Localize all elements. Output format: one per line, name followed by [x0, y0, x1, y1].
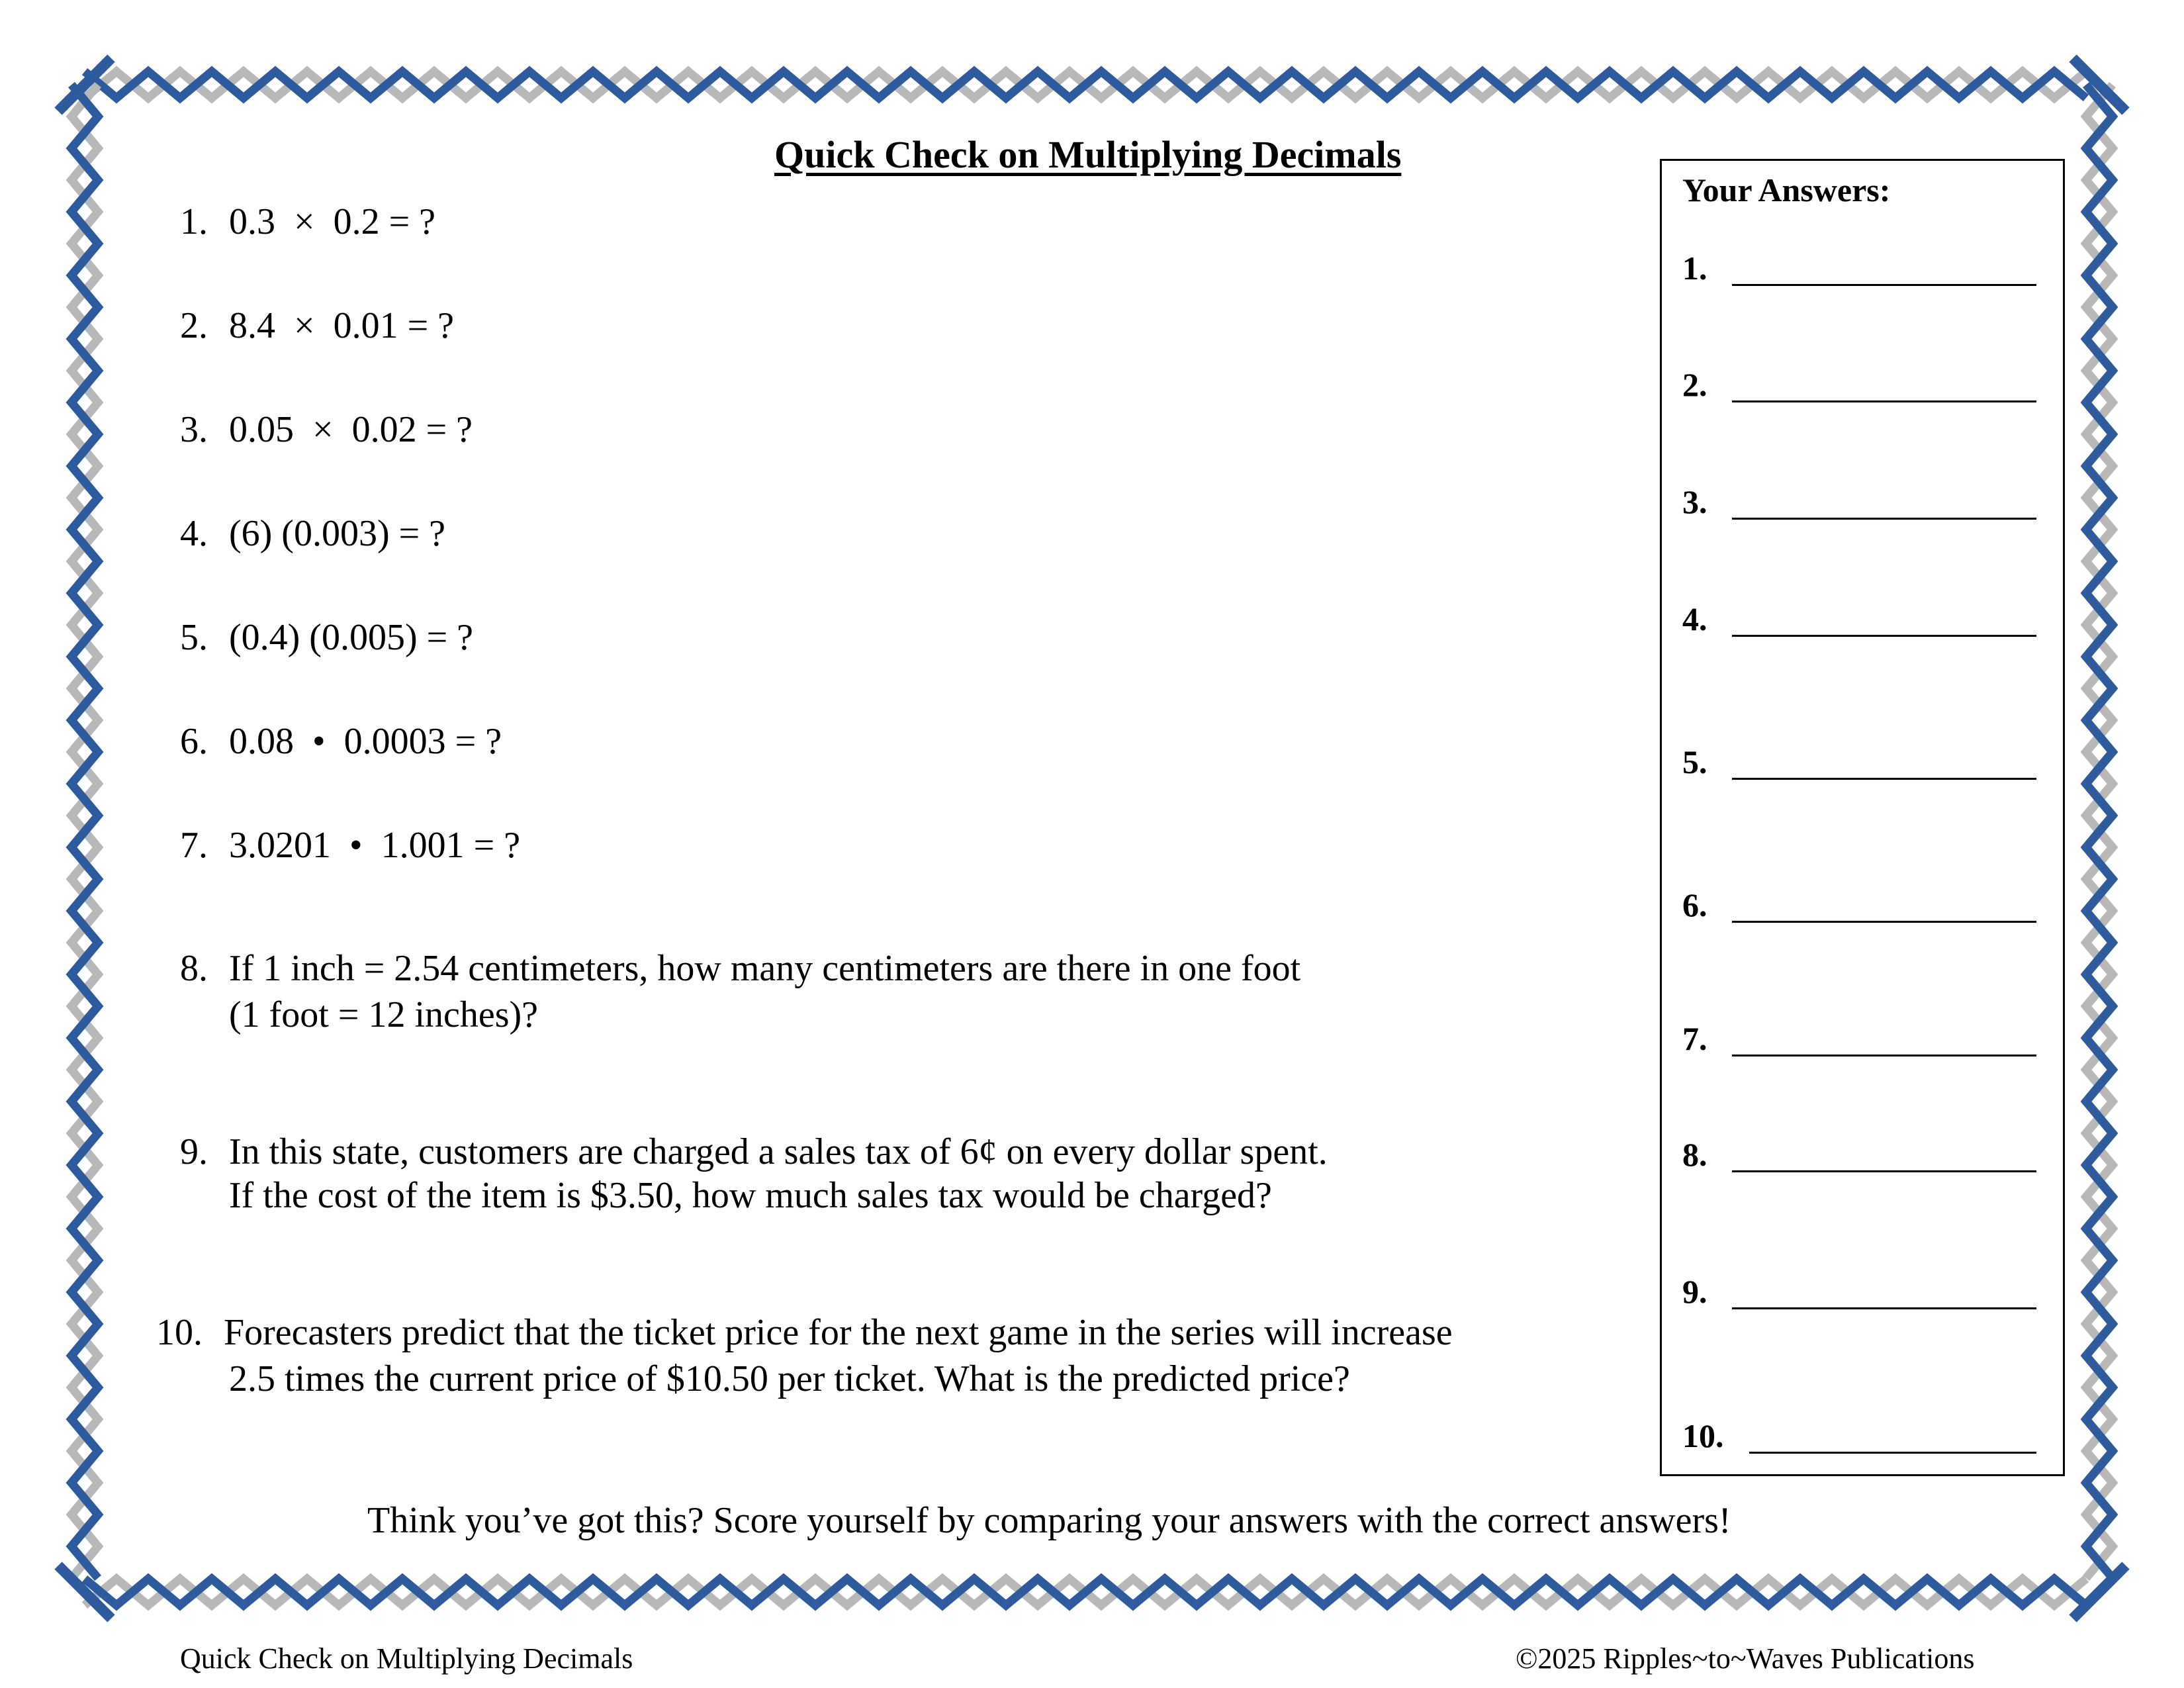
question-number: 3.	[180, 409, 208, 450]
question-number: 6.	[180, 721, 208, 762]
question-number: 10.	[156, 1312, 203, 1353]
question-number: 7.	[180, 825, 208, 866]
question-text-continued: If the cost of the item is $3.50, how much sales tax would be charged?	[229, 1175, 1272, 1216]
answer-row-9	[1682, 1274, 2036, 1313]
question-number: 9.	[180, 1131, 208, 1172]
answer-row-4	[1682, 601, 2036, 641]
question-text: 3.0201 • 1.001 = ?	[229, 825, 521, 866]
answer-row-3	[1682, 484, 2036, 524]
question-text: Forecasters predict that the ticket price for the next game in the series will increase	[224, 1312, 1453, 1353]
question-6	[180, 718, 502, 765]
answers-title: Your Answers:	[1682, 171, 1891, 209]
answer-number: 5.	[1682, 743, 1707, 780]
question-text: 0.3 × 0.2 = ?	[229, 201, 436, 242]
answer-blank[interactable]	[1732, 1307, 2036, 1309]
answer-row-7	[1682, 1021, 2036, 1060]
answer-row-2	[1682, 367, 2036, 406]
question-text: In this state, customers are charged a sales tax of 6¢ on every dollar spent.	[229, 1131, 1328, 1172]
answer-blank[interactable]	[1732, 635, 2036, 637]
question-8	[180, 945, 1300, 1038]
answer-blank[interactable]	[1732, 518, 2036, 520]
footer-title: Quick Check on Multiplying Decimals	[180, 1642, 633, 1675]
answer-blank[interactable]	[1732, 778, 2036, 780]
question-number: 1.	[180, 201, 208, 242]
answer-blank[interactable]	[1732, 400, 2036, 402]
question-7	[180, 822, 520, 868]
border-zigzag	[85, 71, 2086, 98]
question-10	[156, 1309, 1453, 1402]
question-text: If 1 inch = 2.54 centimeters, how many centimeters are there in one foot	[229, 948, 1301, 989]
question-number: 4.	[180, 513, 208, 554]
question-text: 0.08 • 0.0003 = ?	[229, 721, 502, 762]
answer-number: 2.	[1682, 366, 1707, 403]
question-3	[180, 406, 473, 453]
page-title: Quick Check on Multiplying Decimals	[774, 133, 1402, 176]
score-yourself-note: Think you’ve got this? Score yourself by comparing your answers with the correct answers!	[367, 1500, 1731, 1541]
question-text: (6) (0.003) = ?	[229, 513, 446, 554]
answer-row-6	[1682, 887, 2036, 927]
answer-number: 6.	[1682, 886, 1707, 923]
answer-number: 9.	[1682, 1273, 1707, 1310]
question-text-continued: (1 foot = 12 inches)?	[229, 994, 539, 1035]
question-number: 5.	[180, 617, 208, 658]
question-text-continued: 2.5 times the current price of $10.50 per ticket. What is the predicted price?	[229, 1358, 1350, 1399]
border-corner	[2073, 1566, 2126, 1618]
answer-number: 10.	[1682, 1417, 1724, 1454]
question-number: 8.	[180, 948, 208, 989]
border-zigzag	[85, 1579, 2086, 1605]
question-text: (0.4) (0.005) = ?	[229, 617, 474, 658]
copyright-notice: ©2025 Ripples~to~Waves Publications	[1516, 1642, 1975, 1675]
question-5	[180, 614, 473, 661]
answer-number: 8.	[1682, 1136, 1707, 1173]
question-9	[180, 1129, 1328, 1219]
question-4	[180, 510, 445, 557]
answer-number: 1.	[1682, 250, 1707, 287]
answer-row-8	[1682, 1137, 2036, 1176]
question-text: 0.05 × 0.02 = ?	[229, 409, 473, 450]
answer-blank[interactable]	[1732, 284, 2036, 286]
answer-number: 7.	[1682, 1020, 1707, 1057]
answer-row-10	[1682, 1418, 2036, 1458]
answer-blank[interactable]	[1732, 921, 2036, 923]
answer-blank[interactable]	[1749, 1452, 2036, 1454]
question-number: 2.	[180, 305, 208, 346]
question-text: 8.4 × 0.01 = ?	[229, 305, 455, 346]
answer-blank[interactable]	[1732, 1170, 2036, 1172]
question-2	[180, 303, 454, 349]
answer-row-1	[1682, 250, 2036, 290]
question-1	[180, 199, 435, 245]
answer-row-5	[1682, 744, 2036, 784]
answer-blank[interactable]	[1732, 1055, 2036, 1056]
answer-number: 4.	[1682, 600, 1707, 637]
answer-number: 3.	[1682, 483, 1707, 520]
